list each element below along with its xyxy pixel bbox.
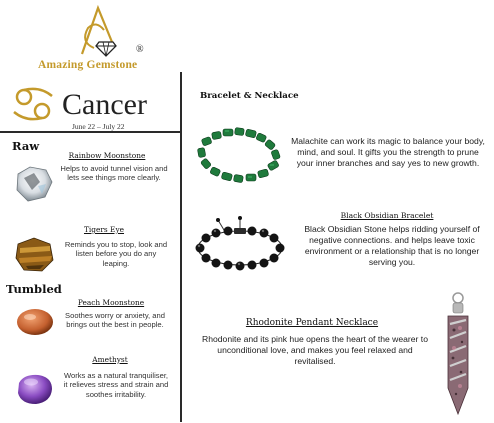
malachite-bracelet-image	[190, 124, 290, 194]
sign-dates: June 22 – July 22	[72, 122, 125, 131]
black-obsidian-desc: Black Obsidian Stone helps ridding yourself of negative connections. and helps leave toxic environment or a relationship that is no longer serving you.	[304, 224, 480, 267]
amethyst-title: Amethyst	[92, 355, 128, 364]
peach-moonstone-image	[14, 306, 56, 338]
rainbow-moonstone-desc: Helps to avoid tunnel vision and lets see things more clearly.	[60, 164, 168, 183]
tigers-eye-image	[14, 236, 56, 274]
peach-moonstone-desc: Soothes worry or anxiety, and brings out the best in people.	[65, 311, 165, 330]
amethyst-image	[14, 371, 56, 407]
column-divider	[180, 72, 182, 422]
registered-mark: ®	[136, 44, 144, 55]
bracelet-necklace-heading: Bracelet & Necklace	[200, 91, 299, 101]
cancer-symbol-icon	[10, 84, 56, 124]
tigers-eye-title: Tigers Eye	[83, 225, 125, 234]
rainbow-moonstone-image	[12, 164, 56, 204]
brand-name: Amazing Gemstone	[38, 59, 138, 71]
peach-moonstone-title: Peach Moonstone	[77, 298, 145, 307]
rhodonite-pendant-image	[436, 290, 476, 418]
rhodonite-desc: Rhodonite and its pink hue opens the heart of the wearer to unconditional love, and makes you feel relaxed and revitalised.	[202, 334, 428, 366]
malachite-desc: Malachite can work its magic to balance your body, mind, and soul. It gifts you the strength to prune your inner branches and say yes to new growth.	[291, 136, 485, 168]
header-divider	[0, 131, 180, 133]
black-obsidian-bracelet-image	[190, 208, 290, 278]
sign-title: Cancer	[62, 88, 147, 121]
rainbow-moonstone-title: Rainbow Moonstone	[68, 151, 146, 160]
tumbled-heading: Tumbled	[6, 282, 62, 296]
rhodonite-title: Rhodonite Pendant Necklace	[245, 318, 379, 328]
black-obsidian-title: Black Obsidian Bracelet	[340, 211, 434, 220]
amethyst-desc: Works as a natural tranquiliser, it relieves stress and strain and soothes irritability.	[63, 371, 169, 399]
tigers-eye-desc: Reminds you to stop, look and listen before you do any leaping.	[64, 240, 168, 268]
raw-heading: Raw	[12, 139, 40, 153]
